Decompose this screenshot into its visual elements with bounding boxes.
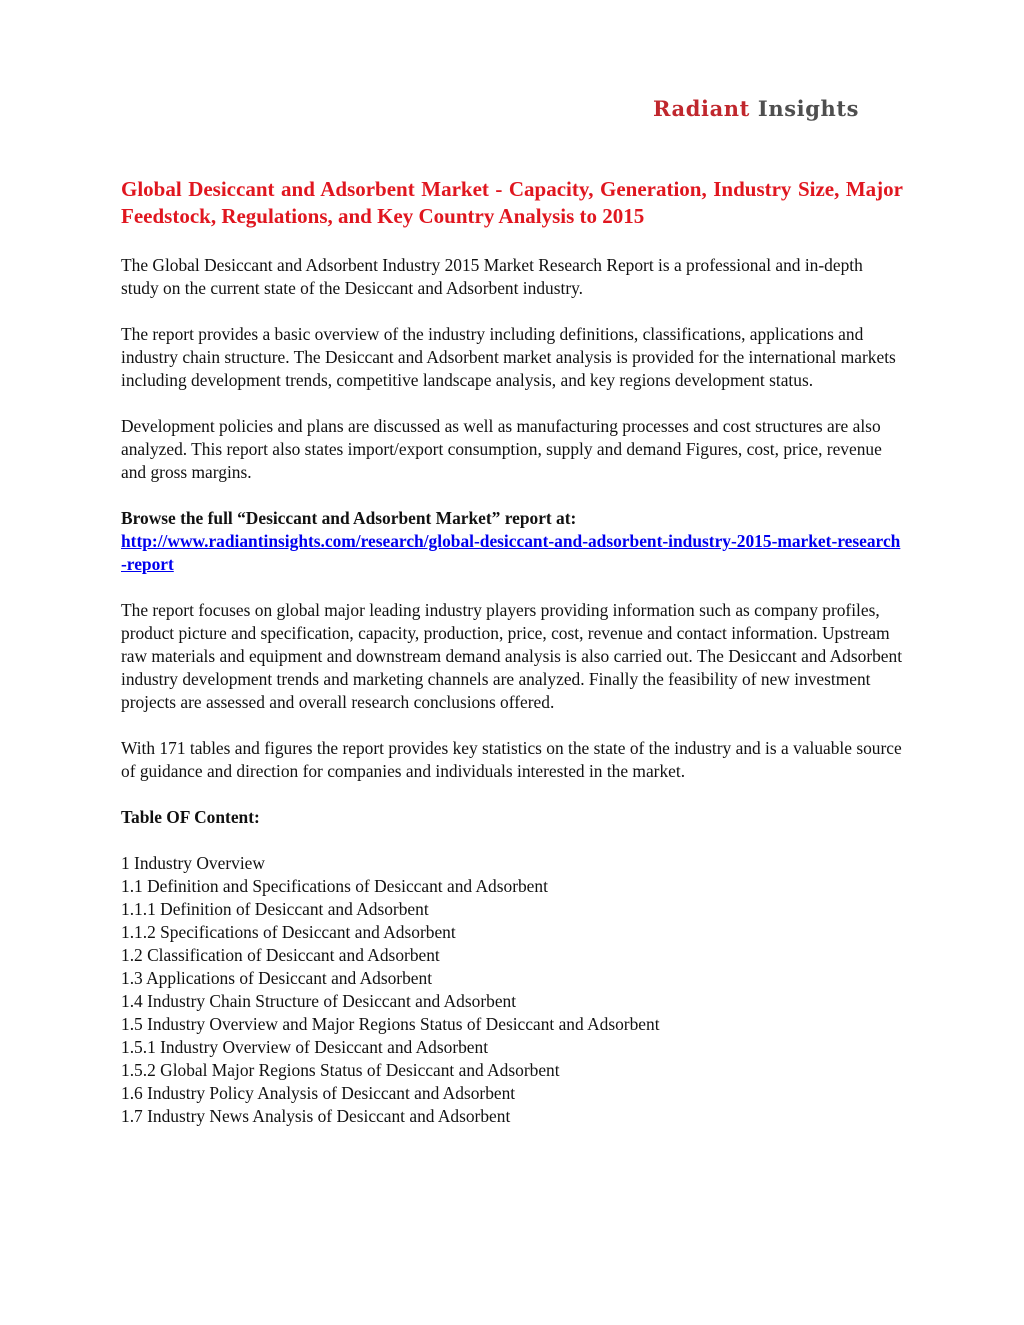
document-body — [121, 176, 903, 1128]
toc-item: 1.7 Industry News Analysis of Desiccant and Adsorbent — [121, 1106, 511, 1126]
paragraph-statistics: With 171 tables and figures the report provides key statistics on the state of the industry and is a valuable source of guidance and direction for companies and individuals interested in the market. — [121, 738, 902, 781]
toc-item: 1.1.2 Specifications of Desiccant and Adsorbent — [121, 922, 456, 942]
toc-item: 1.4 Industry Chain Structure of Desiccant and Adsorbent — [121, 991, 517, 1011]
logo-word-radiant: Radiant — [653, 96, 750, 121]
report-url-link[interactable]: http://www.radiantinsights.com/research/global-desiccant-and-adsorbent-industry-2015-market-research-report — [121, 531, 901, 574]
toc-item: 1.2 Classification of Desiccant and Adsorbent — [121, 945, 440, 965]
document-title: Global Desiccant and Adsorbent Market - Capacity, Generation, Industry Size, Major Feedstock, Regulations, and Key Country Analysis to 2015 — [121, 177, 903, 228]
toc-item: 1.5.1 Industry Overview of Desiccant and Adsorbent — [121, 1037, 489, 1057]
table-of-contents — [121, 852, 903, 1128]
paragraph-intro: The Global Desiccant and Adsorbent Industry 2015 Market Research Report is a professional and in-depth study on the current state of the Desiccant and Adsorbent industry. — [121, 255, 863, 298]
toc-heading: Table OF Content: — [121, 807, 260, 827]
toc-item: 1.6 Industry Policy Analysis of Desiccant and Adsorbent — [121, 1083, 516, 1103]
toc-item: 1.1 Definition and Specifications of Desiccant and Adsorbent — [121, 876, 548, 896]
paragraph-players: The report focuses on global major leading industry players providing information such as company profiles, product picture and specification, capacity, production, price, cost, revenue and contact information. Upstream raw materials and equipment and downstream demand analysis is also carried out. The Desiccant and Adsorbent industry development trends and marketing channels are analyzed. Finally the feasibility of new investment projects are assessed and overall research conclusions offered. — [121, 600, 903, 712]
browse-report-label: Browse the full “Desiccant and Adsorbent Market” report at: — [121, 508, 577, 528]
radiant-insights-logo — [653, 96, 859, 121]
toc-item: 1.3 Applications of Desiccant and Adsorbent — [121, 968, 433, 988]
toc-item: 1 Industry Overview — [121, 853, 265, 873]
logo-word-insights: Insights — [757, 96, 860, 121]
paragraph-overview: The report provides a basic overview of the industry including definitions, classifications, applications and industry chain structure. The Desiccant and Adsorbent market analysis is provided for the international markets including development trends, competitive landscape analysis, and key regions development status. — [121, 324, 896, 390]
toc-item: 1.1.1 Definition of Desiccant and Adsorbent — [121, 899, 429, 919]
browse-report-block — [121, 507, 903, 576]
paragraph-development: Development policies and plans are discussed as well as manufacturing processes and cost structures are also analyzed. This report also states import/export consumption, supply and demand Figures, cost, price, revenue and gross margins. — [121, 416, 882, 482]
toc-item: 1.5.2 Global Major Regions Status of Desiccant and Adsorbent — [121, 1060, 560, 1080]
toc-item: 1.5 Industry Overview and Major Regions Status of Desiccant and Adsorbent — [121, 1014, 660, 1034]
